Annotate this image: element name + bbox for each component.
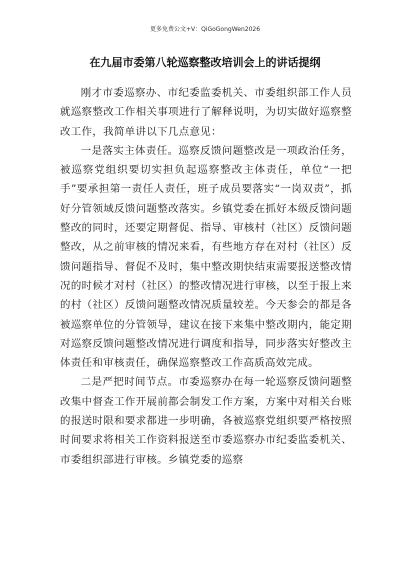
paragraph-point-two: 二是严把时间节点。市委巡察办在每一轮巡察反馈问题整改集中督查工作开展前都会制发工作方案，方案中对相关台账的报送时限和要求都进一步明确，各被巡察党组织要严格按照时间要求将相关工作资料报送至市委巡察办市纪委监委机关、市委组织部进行审核。乡镇党委的巡察 <box>60 376 352 466</box>
paragraph-point-one: 一是落实主体责任。巡察反馈问题整改是一项政治任务，被巡察党组织要切实担负起巡察整改主体责任，单位“一把手”要承担第一责任人责任，班子成员要落实“一岗双责”，抓好分管领域反馈问题整改落实。乡镇党委在抓好本级反馈问题整改的同时，还要定期督促、指导、审核村（社区）反馈问题整改，从之前审核的情况来看，有些地方存在对村（社区）反馈问题指导、督促不及时，集中整改期快结束需要报送整改情况的时候才对村（社区）的整改情况进行审核，以至于报上来的村（社区）反馈问题整改情况质量较差。今天参会的都是各被巡察单位的分管领导，建议在接下来集中整改期内，能定期对巡察反馈问题整改情况进行调度和指导，同步落实好整改主体责任和审核责任，确保巡察整改工作高质高效完成。 <box>60 144 352 370</box>
document-title: 在九届市委第八轮巡察整改培训会上的讲话提纲 <box>89 56 321 69</box>
document-body <box>60 84 352 470</box>
paragraph-intro: 刚才市委巡察办、市纪委监委机关、市委组织部工作人员就巡察整改工作相关事项进行了解释说明，为切实做好巡察整改工作，我简单讲以下几点意见： <box>60 87 352 138</box>
header-note: 更多免费公文+V：QiGoGongWen2026 <box>149 26 261 33</box>
